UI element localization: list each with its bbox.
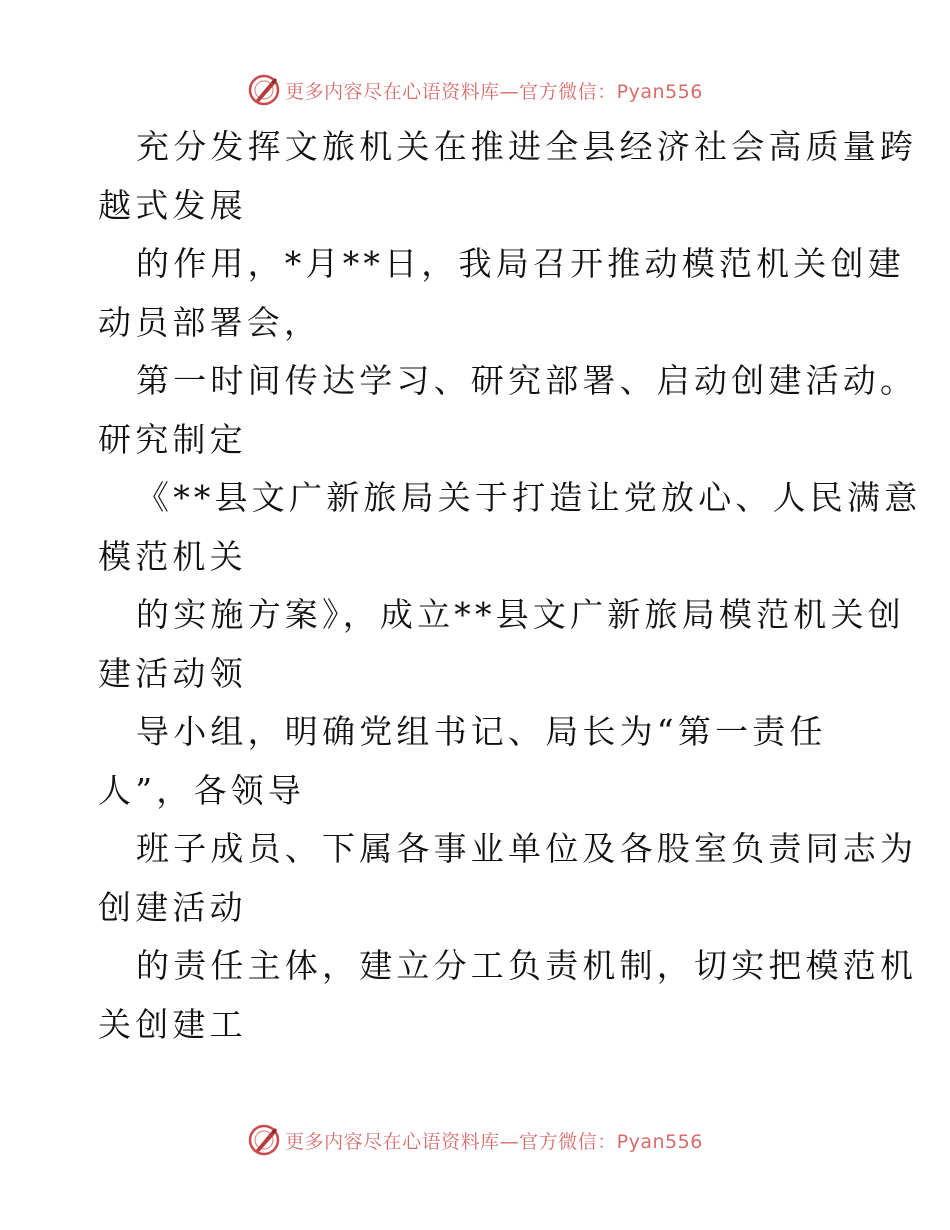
paragraph-line: 创建活动 (98, 887, 247, 927)
footer-banner (0, 1120, 950, 1160)
document-body (98, 118, 922, 1054)
paragraph-line: 越式发展 (98, 185, 247, 225)
pen-nib-seal-icon (247, 73, 281, 107)
paragraph-line: 班子成员、下属各事业单位及各股室负责同志为 (136, 829, 918, 868)
paragraph-line: 人”，各领导 (98, 770, 306, 810)
paragraph-line: 的实施方案》，成立**县文广新旅局模范机关创 (136, 595, 905, 634)
header-banner-text: 更多内容尽在心语资料库—官方微信：Pyan556 (285, 80, 703, 103)
paragraph-line: 的作用，*月**日，我局召开推动模范机关创建 (136, 244, 905, 283)
footer-banner-text: 更多内容尽在心语资料库—官方微信：Pyan556 (285, 1130, 703, 1153)
paragraph-line: 研究制定 (98, 419, 247, 459)
paragraph-line: 模范机关 (98, 536, 247, 576)
paragraph-line: 关创建工 (98, 1004, 247, 1044)
paragraph-line: 动员部署会， (98, 302, 322, 342)
paragraph-line: 充分发挥文旅机关在推进全县经济社会高质量跨 (136, 127, 918, 166)
header-banner (0, 70, 950, 110)
paragraph-line: 的责任主体，建立分工负责机制，切实把模范机 (136, 946, 918, 985)
paragraph-line: 导小组，明确党组书记、局长为“第一责任 (136, 712, 827, 751)
paragraph-line: 第一时间传达学习、研究部署、启动创建活动。 (136, 361, 918, 400)
pen-nib-seal-icon (247, 1123, 281, 1157)
paragraph-line: 《**县文广新旅局关于打造让党放心、人民满意 (136, 478, 922, 517)
paragraph-line: 建活动领 (98, 653, 247, 693)
